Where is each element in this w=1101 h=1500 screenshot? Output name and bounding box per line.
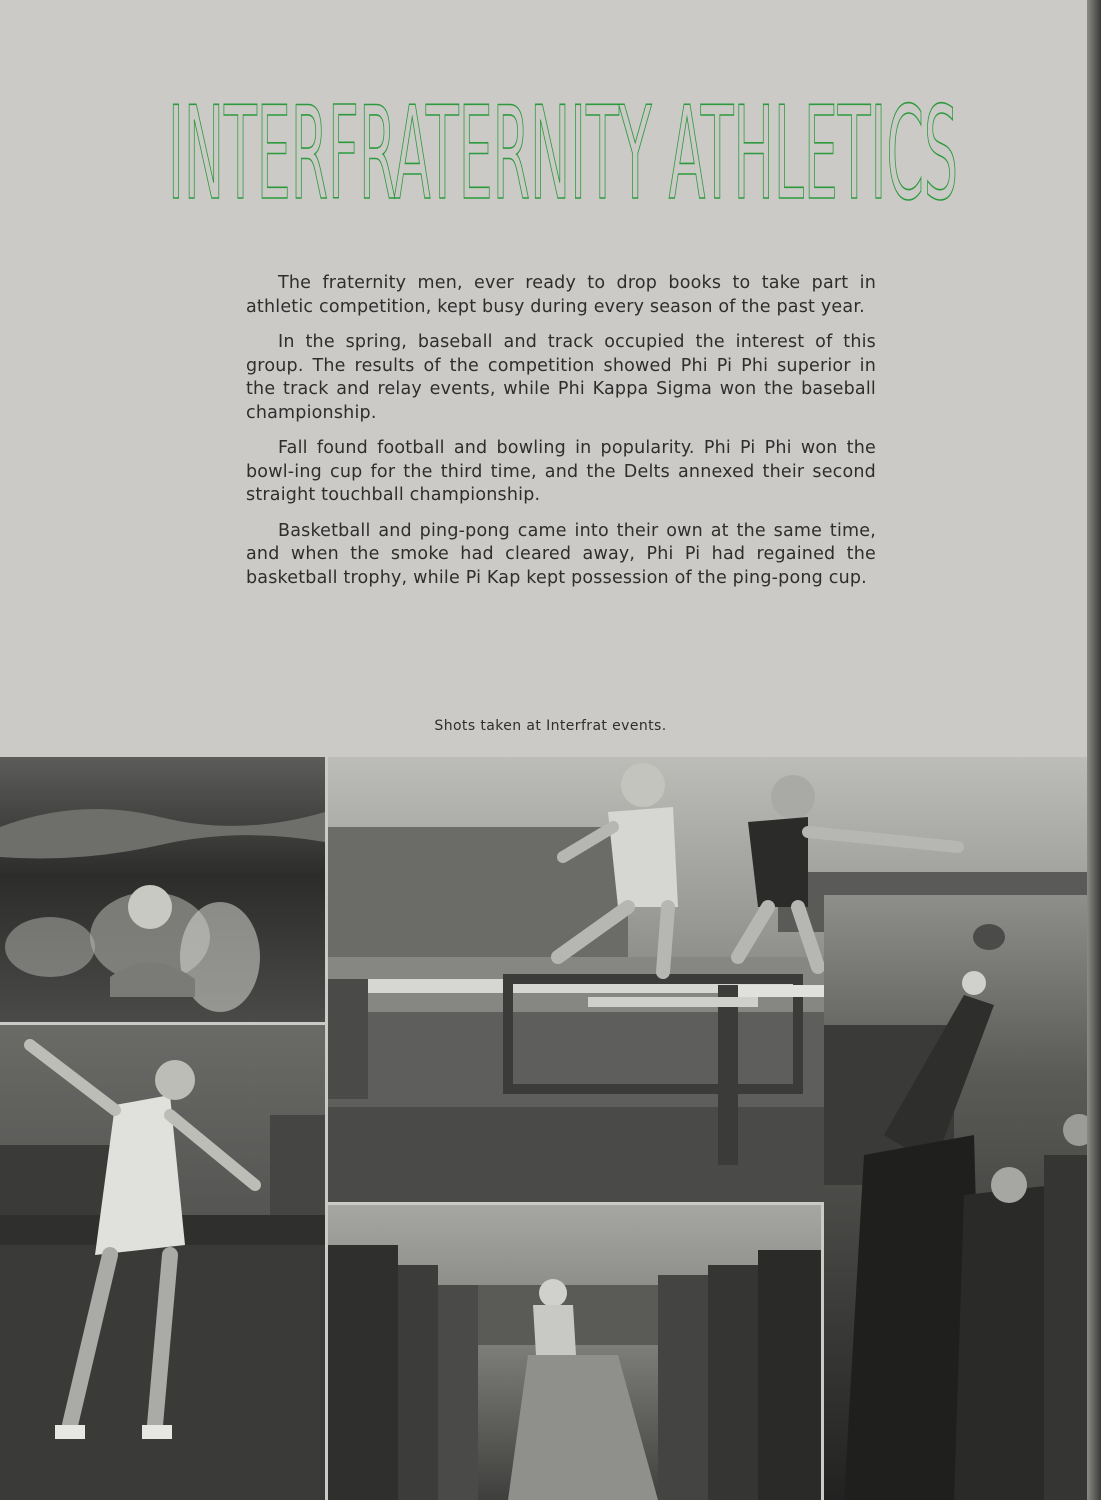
article-body	[246, 272, 876, 602]
paragraph-2: In the spring, baseball and track occupied the interest of this group. The results of the competition showed Phi Pi Phi superior in the track and relay events, while Phi Kappa Sigma won the baseball championship.	[246, 332, 876, 423]
swimming-photo	[0, 757, 325, 1022]
football-photo	[824, 895, 1091, 1500]
page-title: INTERFRATERNITY ATHLETICS	[168, 92, 958, 202]
paragraph-3: Fall found football and bowling in popularity. Phi Pi Phi won the bowl-ing cup for the third time, and the Delts annexed their second straight touchball championship.	[246, 438, 876, 505]
paragraph-4: Basketball and ping-pong came into their own at the same time, and when the smoke had cleared away, Phi Pi had regained the basketball trophy, while Pi Kap kept possession of the ping-pong cup.	[246, 520, 876, 588]
long-jump-photo	[328, 1205, 821, 1500]
page-title-wrapper	[168, 92, 958, 202]
shot-put-photo	[0, 1025, 325, 1500]
paragraph-1: The fraternity men, ever ready to drop books to take part in athletic competition, kept busy during every season of the past year.	[246, 273, 876, 317]
page-spine	[1087, 0, 1101, 1500]
photo-caption: Shots taken at Interfrat events.	[434, 718, 667, 734]
